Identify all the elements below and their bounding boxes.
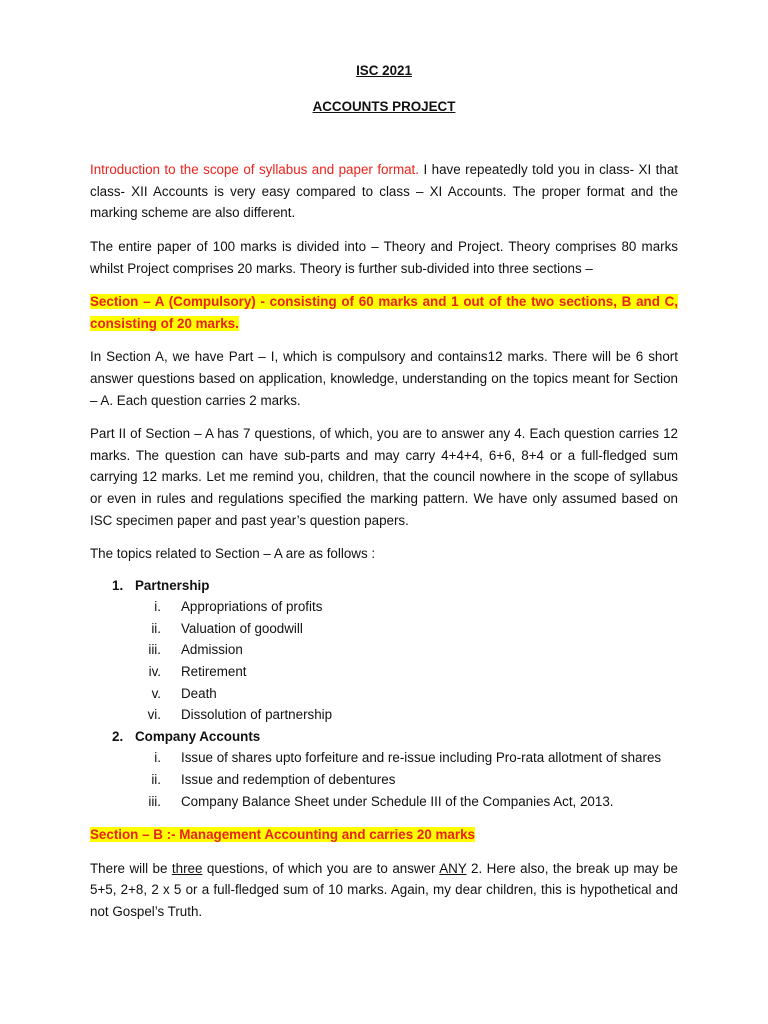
topics-intro: The topics related to Section – A are as follows : bbox=[90, 546, 376, 562]
subtopic-numeral: vi. bbox=[147, 707, 161, 723]
intro-highlight: Introduction to the scope of syllabus and paper format. bbox=[90, 162, 419, 178]
list-item bbox=[135, 618, 678, 640]
document-page bbox=[90, 60, 678, 923]
list-item bbox=[135, 596, 678, 618]
section-a-heading bbox=[90, 291, 678, 334]
subtopic-text: Issue of shares upto forfeiture and re-issue including Pro-rata allotment of shares bbox=[181, 750, 662, 766]
subtopics-list bbox=[135, 747, 678, 812]
subtopic-text: Admission bbox=[181, 642, 243, 658]
subtopic-text: Valuation of goodwill bbox=[181, 620, 303, 636]
section-b-heading bbox=[90, 824, 678, 846]
subtopic-numeral: i. bbox=[154, 599, 161, 615]
section-b-highlight: Section – B :- Management Accounting and carries 20 marks bbox=[90, 827, 475, 843]
list-item bbox=[135, 791, 678, 813]
subtopic-text: Appropriations of profits bbox=[181, 599, 323, 615]
intro-text: I have repeatedly told you in class- XI that class- XII Accounts is very easy compared to class – XI Accounts. The proper format and the marking scheme are also different. bbox=[90, 162, 678, 221]
underlined-any: ANY bbox=[439, 860, 467, 876]
list-item bbox=[90, 575, 678, 726]
list-item bbox=[135, 661, 678, 683]
topic-number: 2. bbox=[112, 728, 124, 744]
topic-number: 1. bbox=[112, 577, 124, 593]
list-item bbox=[90, 726, 678, 812]
subtopic-text: Dissolution of partnership bbox=[181, 707, 333, 723]
list-item bbox=[135, 704, 678, 726]
section-b-text-1: There will be bbox=[90, 860, 172, 876]
subtopic-numeral: iii. bbox=[148, 793, 161, 809]
section-a-highlight: Section – A (Compulsory) - consisting of 60 marks and 1 out of the two sections, B and C, consisting of 20 marks. bbox=[90, 294, 678, 331]
list-item bbox=[135, 639, 678, 661]
subtopic-numeral: i. bbox=[154, 750, 161, 766]
section-b-paragraph bbox=[90, 858, 678, 923]
list-item bbox=[135, 747, 678, 769]
doc-project-title: ACCOUNTS PROJECT bbox=[312, 98, 456, 114]
underlined-three: three bbox=[171, 860, 203, 876]
intro-paragraph bbox=[90, 159, 678, 224]
topic-name: Partnership bbox=[135, 577, 210, 593]
part-one-paragraph: In Section A, we have Part – I, which is compulsory and contains12 marks. There will be 6 short answer questions based on application, knowledge, understanding on the topics meant for Section – A. Each question carries 2 marks. bbox=[90, 349, 678, 408]
doc-year-title: ISC 2021 bbox=[356, 63, 412, 78]
subtopic-numeral: ii. bbox=[151, 620, 161, 636]
paper-division-paragraph: The entire paper of 100 marks is divided into – Theory and Project. Theory comprises 80 marks whilst Project comprises 20 marks. Theory is further sub-divided into three sections – bbox=[90, 238, 678, 276]
subtopic-numeral: ii. bbox=[151, 772, 161, 788]
section-b-text-2: questions, of which you are to answer bbox=[202, 860, 440, 876]
section-b-text-3: 2. Here also, the break up may be 5+5, 2+8, 2 x 5 or a full-fledged sum of 10 marks. Again, my dear children, this is hypothetical and not Gospel’s Truth. bbox=[90, 860, 679, 919]
list-item bbox=[135, 683, 678, 705]
part-two-paragraph: Part II of Section – A has 7 questions, of which, you are to answer any 4. Each question carries 12 marks. The question can have sub-parts and may carry 4+4+4, 6+6, 8+4 or a full-fledged sum carrying 12 marks. Let me remind you, children, that the council nowhere in the scope of syllabus or even in rules and regulations specified the marking pattern. We have only assumed based on ISC specimen paper and past year’s question papers. bbox=[90, 426, 678, 528]
subtopic-text: Company Balance Sheet under Schedule III of the Companies Act, 2013. bbox=[181, 793, 614, 809]
list-item bbox=[135, 769, 678, 791]
subtopic-numeral: iv. bbox=[148, 664, 161, 680]
subtopic-text: Retirement bbox=[181, 664, 247, 680]
subtopics-list bbox=[135, 596, 678, 726]
subtopic-numeral: v. bbox=[151, 685, 161, 701]
topics-list bbox=[90, 575, 678, 813]
subtopic-text: Death bbox=[181, 685, 217, 701]
topic-name: Company Accounts bbox=[135, 728, 261, 744]
subtopic-numeral: iii. bbox=[148, 642, 161, 658]
subtopic-text: Issue and redemption of debentures bbox=[181, 772, 396, 788]
